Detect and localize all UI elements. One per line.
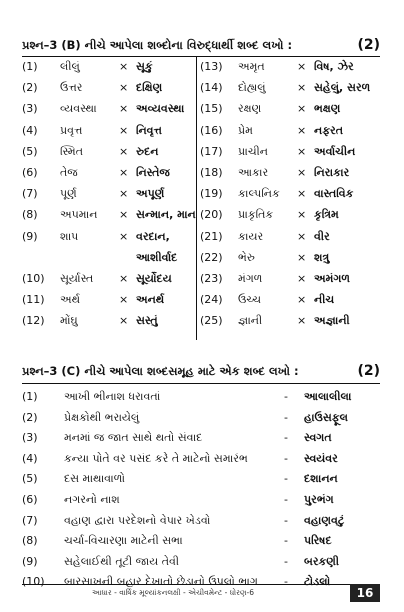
cross-sign: × — [297, 187, 307, 201]
cross-sign: × — [297, 166, 307, 179]
cross-sign: × — [119, 81, 129, 95]
cross-sign: × — [119, 229, 129, 243]
antonym-row — [22, 313, 202, 329]
item-number: (20) — [200, 208, 223, 222]
cross-sign: × — [297, 272, 307, 285]
antonym-answer: વાસ્તવિક — [314, 187, 354, 201]
item-number: (4) — [22, 451, 38, 465]
antonym-answer: ભક્ષણ — [314, 102, 341, 116]
item-number: (10) — [22, 272, 45, 285]
item-number: (25) — [200, 314, 223, 328]
antonym-row — [200, 59, 380, 75]
antonym-row — [22, 80, 202, 96]
phrase: પ્રેક્ષકોથી ભરાયેલું — [64, 410, 140, 424]
antonym-answer: દક્ષિણ — [136, 81, 163, 95]
item-number: (8) — [22, 534, 38, 548]
dash: - — [284, 534, 288, 548]
one-word-answer: પુરભંગ — [304, 493, 334, 506]
cross-sign: × — [297, 314, 307, 328]
cross-sign: × — [119, 314, 129, 328]
item-number: (3) — [22, 102, 38, 116]
antonym-answer: રુદન — [136, 144, 159, 158]
phrase-row — [22, 471, 380, 487]
cross-sign: × — [119, 144, 129, 158]
antonym-answer: અજ્ઞાની — [314, 314, 350, 328]
word: પ્રવૃત્ત — [60, 123, 83, 137]
antonym-row — [22, 59, 202, 75]
item-number: (17) — [200, 144, 223, 158]
phrase-row — [22, 389, 380, 405]
section-b-marks: (2) — [357, 37, 380, 53]
antonym-answer: નિરાકાર — [314, 166, 350, 179]
antonym-row — [200, 101, 380, 117]
antonym-answer: નીચ — [314, 293, 335, 307]
antonym-answer: વીર — [314, 229, 330, 243]
antonym-row — [22, 101, 202, 117]
one-word-answer: વહાણવટું — [304, 513, 345, 527]
antonym-answer: સહેલું, સરળ — [314, 81, 371, 95]
footer-text: આધાર - વાર્ષિક મૂલ્યાંકનલક્ષી - એચીવમેન્ટ - ધોરણ-6 — [92, 588, 254, 597]
one-word-answer: સ્વગત — [304, 431, 332, 445]
cross-sign: × — [297, 102, 307, 116]
item-number: (7) — [22, 187, 38, 201]
cross-sign: × — [297, 81, 307, 95]
phrase-row — [22, 513, 380, 529]
cross-sign: × — [297, 123, 307, 137]
item-number: (7) — [22, 513, 38, 527]
item-number: (13) — [200, 60, 223, 73]
cross-sign: × — [297, 250, 307, 264]
item-number: (15) — [200, 102, 223, 116]
dash: - — [284, 451, 288, 465]
word: ઉત્તર — [60, 81, 83, 95]
word: પ્રેમ — [238, 123, 253, 137]
word: તેજ — [60, 166, 78, 179]
antonym-row — [200, 250, 380, 266]
antonym-answer: વરદાન, — [136, 229, 170, 243]
item-number: (2) — [22, 410, 38, 424]
item-number: (24) — [200, 293, 223, 307]
antonym-row — [200, 186, 380, 202]
item-number: (11) — [22, 293, 45, 307]
item-number: (5) — [22, 472, 38, 486]
dash: - — [284, 390, 288, 403]
antonym-answer: અવ્યવસ્થા — [136, 102, 185, 116]
item-number: (18) — [200, 166, 223, 179]
word: કાયર — [238, 229, 264, 243]
section-b-top-rule — [22, 56, 380, 57]
dash: - — [284, 554, 288, 568]
item-number: (22) — [200, 250, 223, 264]
antonym-answer: કૃત્રિમ — [314, 208, 339, 222]
antonym-row — [200, 313, 380, 329]
word: સ્મિત — [60, 144, 83, 158]
word: પૂર્ણ — [60, 187, 77, 201]
word: ભેરુ — [238, 250, 255, 264]
one-word-answer: ટોડલો — [304, 575, 331, 589]
phrase: બારસાખની બહાર દેખાતો છેડાનો ઉપલો ભાગ — [64, 575, 258, 589]
section-c-heading: પ્રશ્ન–3 (C) નીચે આપેલા શબ્દસમૂહ માટે એક શબ્દ લખો : — [22, 363, 299, 378]
antonym-row — [200, 229, 380, 245]
phrase: વહાણ દ્વારા પરદેશનો વેપાર ખેડવો — [64, 513, 211, 527]
phrase-row — [22, 492, 380, 508]
cross-sign: × — [119, 102, 129, 116]
antonym-row — [22, 229, 202, 245]
cross-sign: × — [119, 166, 129, 179]
antonym-row — [200, 144, 380, 160]
antonym-answer: અર્વાચીન — [314, 144, 356, 158]
antonym-answer: સસ્તું — [136, 314, 158, 328]
antonym-row — [22, 144, 202, 160]
phrase: નગરનો નાશ — [64, 493, 120, 506]
cross-sign: × — [119, 293, 129, 307]
antonym-row — [200, 292, 380, 308]
phrase: દસ માથાવાળો — [64, 472, 126, 486]
cross-sign: × — [119, 123, 129, 137]
word: દોહ્યલું — [238, 81, 266, 95]
item-number: (2) — [22, 81, 38, 95]
word: સૂર્યાસ્ત — [60, 272, 94, 285]
phrase-row — [22, 451, 380, 467]
cross-sign: × — [119, 272, 129, 285]
phrase: કન્યા પોતે વર પસંદ કરે તે માટેનો સમારંભ — [64, 451, 248, 465]
antonym-answer: સૂકું — [136, 60, 153, 73]
word: પ્રાચીન — [238, 144, 268, 158]
cross-sign: × — [297, 229, 307, 243]
phrase: સહેલાઈથી તૂટી જાય તેવી — [64, 554, 180, 568]
section-b-heading: પ્રશ્ન–3 (B) નીચે આપેલા શબ્દોના વિરુદ્ધાર્થી શબ્દ લખો : — [22, 37, 293, 52]
antonym-answer: અપૂર્ણ — [136, 187, 165, 201]
item-number: (19) — [200, 187, 223, 201]
item-number: (14) — [200, 81, 223, 95]
cross-sign: × — [119, 187, 129, 201]
antonym-row — [200, 165, 380, 181]
one-word-answer: સ્વયંવર — [304, 451, 338, 465]
phrase-row — [22, 430, 380, 446]
item-number: (6) — [22, 493, 38, 506]
item-number: (1) — [22, 60, 38, 73]
cross-sign: × — [119, 60, 129, 73]
item-number: (5) — [22, 144, 38, 158]
cross-sign: × — [297, 293, 307, 307]
word: અપમાન — [60, 208, 98, 222]
one-word-answer: બરકણી — [304, 554, 340, 568]
antonym-answer: નિવૃત્ત — [136, 123, 162, 137]
word: કાલ્પનિક — [238, 187, 280, 201]
antonym-row — [200, 207, 380, 223]
phrase: ચર્ચા-વિચારણા માટેની સભા — [64, 534, 183, 548]
antonym-row — [22, 271, 202, 287]
dash: - — [284, 472, 288, 486]
item-number: (1) — [22, 390, 38, 403]
phrase-row — [22, 554, 380, 570]
antonym-row — [22, 186, 202, 202]
item-number: (12) — [22, 314, 45, 328]
item-number: (21) — [200, 229, 223, 243]
antonym-answer: આશીર્વાદ — [136, 250, 178, 264]
dash: - — [284, 513, 288, 527]
cross-sign: × — [119, 208, 129, 222]
antonym-row — [22, 207, 202, 223]
antonym-answer: અનર્થ — [136, 293, 165, 307]
one-word-answer: હાઉસફૂલ — [304, 410, 348, 424]
antonym-row — [200, 123, 380, 139]
item-number: (16) — [200, 123, 223, 137]
dash: - — [284, 493, 288, 506]
antonym-answer: સન્માન, માન — [136, 208, 196, 222]
word: અમૃત — [238, 60, 265, 73]
antonym-answer: સૂર્યોદય — [136, 272, 172, 285]
page-number-badge: 16 — [350, 584, 380, 602]
item-number: (4) — [22, 123, 38, 137]
word: મંગળ — [238, 272, 263, 285]
antonym-answer: નફરત — [314, 123, 344, 137]
one-word-answer: આલાલીલા — [304, 390, 352, 403]
cross-sign: × — [297, 60, 307, 73]
word: વ્યવસ્થા — [60, 102, 97, 116]
dash: - — [284, 410, 288, 424]
dash: - — [284, 431, 288, 445]
antonym-row — [200, 271, 380, 287]
antonym-row — [200, 80, 380, 96]
antonym-answer: વિષ, ઝેર — [314, 60, 354, 73]
phrase-row — [22, 533, 380, 549]
antonym-answer: નિસ્તેજ — [136, 166, 170, 179]
phrase: આખી ભીનાશ ધરાવતાં — [64, 390, 161, 403]
antonym-row — [22, 123, 202, 139]
antonym-row — [22, 250, 202, 266]
cross-sign: × — [297, 144, 307, 158]
word: શાપ — [60, 229, 79, 243]
word: લીલું — [60, 60, 80, 73]
phrase-row — [22, 410, 380, 426]
antonym-answer: અમંગળ — [314, 272, 350, 285]
one-word-answer: દશાનન — [304, 472, 338, 486]
word: આકાર — [238, 166, 269, 179]
dash: - — [284, 575, 288, 589]
item-number: (6) — [22, 166, 38, 179]
item-number: (9) — [22, 229, 38, 243]
page-footer — [22, 584, 380, 603]
word: મોંઘુ — [60, 314, 78, 328]
section-b-title — [22, 35, 380, 55]
word: અર્થ — [60, 293, 81, 307]
word: પ્રાકૃતિક — [238, 208, 274, 222]
item-number: (8) — [22, 208, 38, 222]
phrase: મનમાં જ જાત સાથે થતો સંવાદ — [64, 431, 203, 445]
word: ઉચ્ચ — [238, 293, 262, 307]
word: રક્ષણ — [238, 102, 262, 116]
item-number: (3) — [22, 431, 38, 445]
cross-sign: × — [297, 208, 307, 222]
section-c-top-rule — [22, 383, 380, 384]
item-number: (23) — [200, 272, 223, 285]
item-number: (10) — [22, 575, 45, 589]
one-word-answer: પરિષદ — [304, 534, 332, 548]
word: જ્ઞાની — [238, 314, 263, 328]
antonym-row — [22, 165, 202, 181]
item-number: (9) — [22, 554, 38, 568]
section-c-title — [22, 361, 380, 381]
antonym-row — [22, 292, 202, 308]
section-c-marks: (2) — [357, 363, 380, 379]
antonym-answer: શત્રુ — [314, 250, 330, 264]
